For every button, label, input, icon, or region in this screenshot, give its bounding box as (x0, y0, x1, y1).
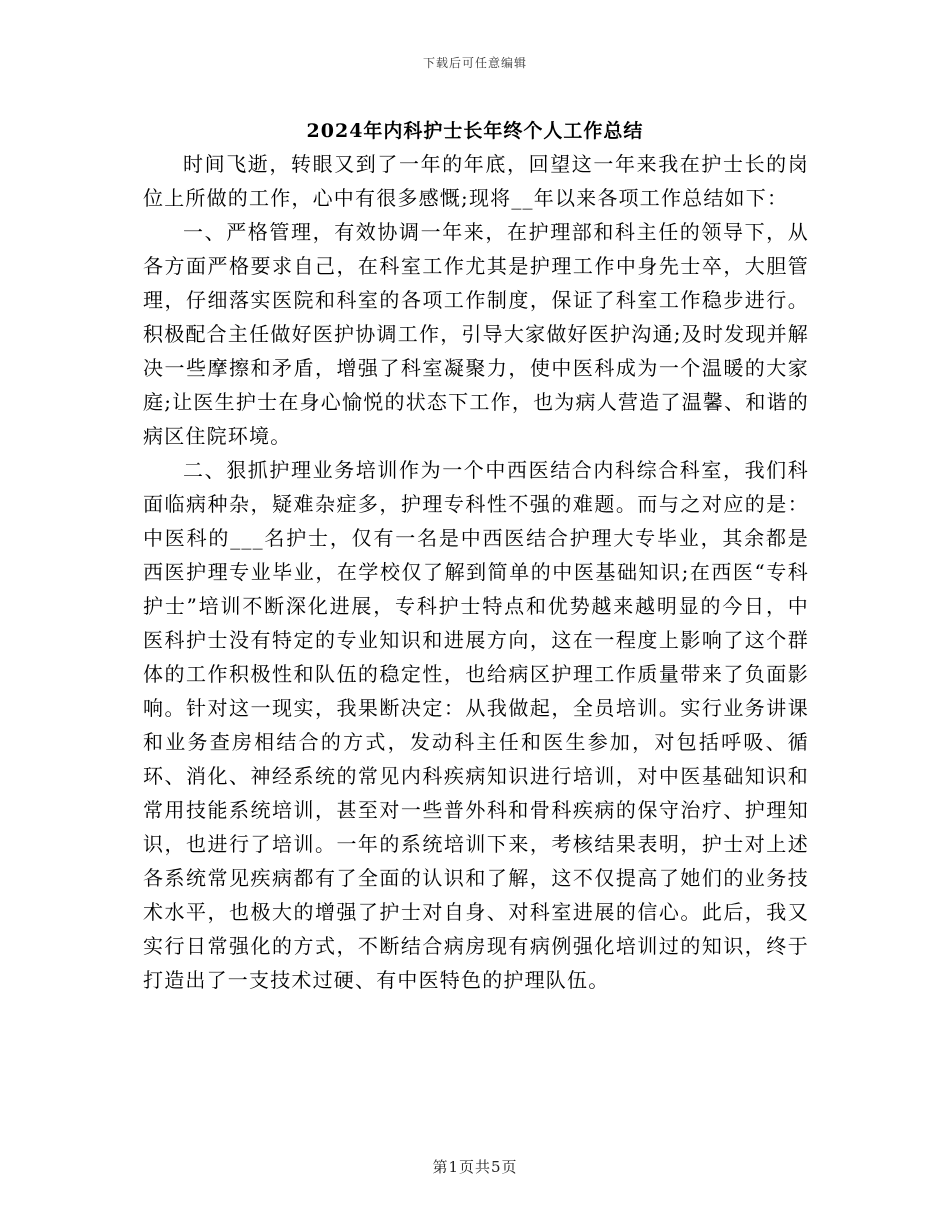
page-number: 第1页共5页 (432, 1158, 518, 1176)
document-title: 2024年内科护士长年终个人工作总结 (306, 120, 644, 142)
paragraph-intro: 时间飞逝，转眼又到了一年的年底，回望这一年来我在护士长的岗位上所做的工作，心中有很多感慨;现将__年以来各项工作总结如下： (143, 152, 809, 210)
paragraph-training: 二、狠抓护理业务培训作为一个中西医结合内科综合科室，我们科面临病种杂，疑难杂症多，护理专科性不强的难题。而与之对应的是：中医科的___名护士，仅有一名是中西医结合护理大专毕业，其余都是西医护理专业毕业，在学校仅了解到简单的中医基础知识;在西医“专科护士”培训不断深化进展，专科护士特点和优势越来越明显的今日，中医科护士没有特定的专业知识和进展方向，这在一程度上影响了这个群体的工作积极性和队伍的稳定性，也给病区护理工作质量带来了负面影响。针对这一现实，我果断决定：从我做起，全员培训。实行业务讲课和业务查房相结合的方式，发动科主任和医生参加，对包括呼吸、循环、消化、神经系统的常见内科疾病知识进行培训，对中医基础知识和常用技能系统培训，甚至对一些普外科和骨科疾病的保守治疗、护理知识，也进行了培训。一年的系统培训下来，考核结果表明，护士对上述各系统常见疾病都有了全面的认识和了解，这不仅提高了她们的业务技术水平，也极大的增强了护士对自身、对科室进展的信心。此后，我又实行日常强化的方式，不断结合病房现有病例强化培训过的知识，终于打造出了一支技术过硬、有中医特色的护理队伍。 (143, 458, 809, 992)
paragraph-management: 一、严格管理，有效协调一年来，在护理部和科主任的领导下，从各方面严格要求自己，在科室工作尤其是护理工作中身先士卒，大胆管理，仔细落实医院和科室的各项工作制度，保证了科室工作稳步进行。积极配合主任做好医护协调工作，引导大家做好医护沟通;及时发现并解决一些摩擦和矛盾，增强了科室凝聚力，使中医科成为一个温暖的大家庭;让医生护士在身心愉悦的状态下工作，也为病人营造了温馨、和谐的病区住院环境。 (143, 220, 809, 448)
document-body (143, 147, 809, 997)
header-note: 下载后可任意编辑 (422, 56, 527, 70)
